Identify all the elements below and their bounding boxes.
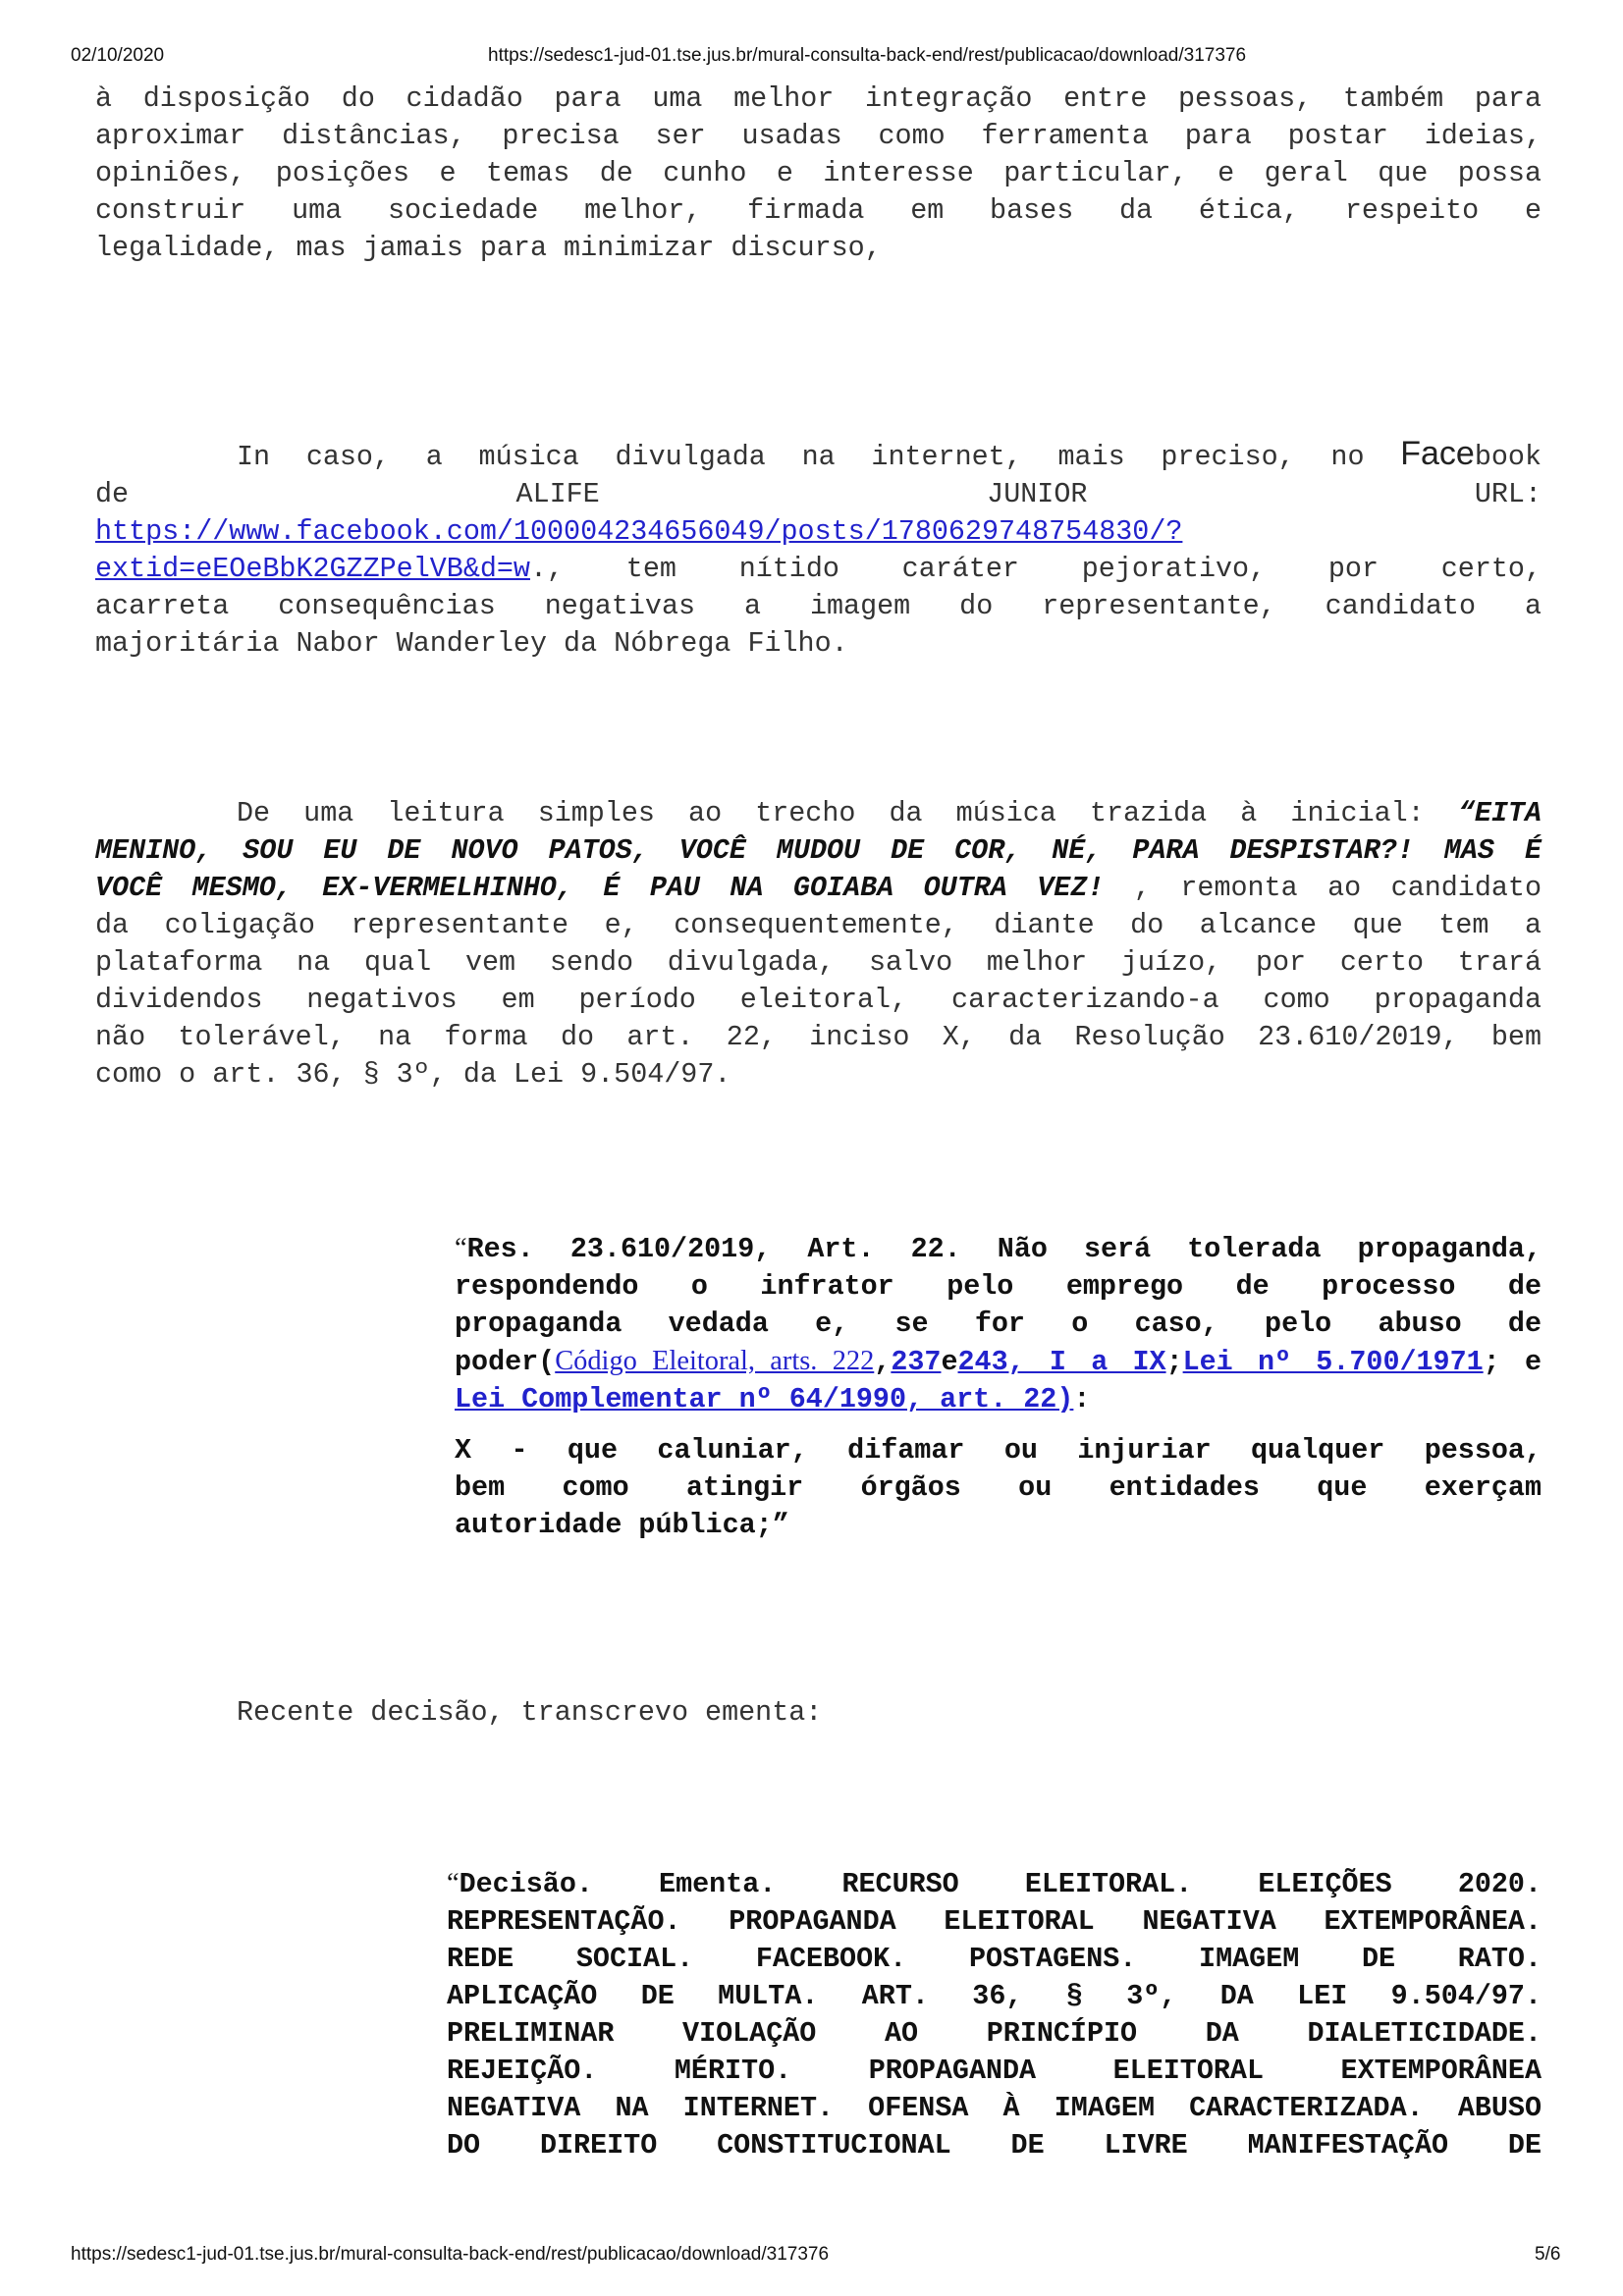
text-line	[95, 1694, 1542, 1732]
text-line	[95, 551, 1542, 588]
text-line: construir uma sociedade melhor, firmada em bases da ética, respeito e	[95, 194, 1542, 227]
page-number: 5/6	[1535, 2244, 1561, 2265]
lei-5700-link[interactable]: Lei nº 5.700/1971	[1182, 1346, 1484, 1378]
facebook-post-link[interactable]: https://www.facebook.com/100004234656049/posts/1780629748754830/?	[95, 515, 1183, 548]
lyric-quote: VOCÊ MESMO, EX-VERMELHINHO, É PAU NA GOIABA OUTRA VEZ!	[95, 872, 1134, 904]
text-line	[95, 795, 1542, 832]
text-line: X - que caluniar, difamar ou injuriar qualquer pessoa,	[455, 1434, 1542, 1467]
text-line: bem como atingir órgãos ou entidades que exerçam	[455, 1471, 1542, 1504]
text-line: REDE SOCIAL. FACEBOOK. POSTAGENS. IMAGEM DE RATO.	[447, 1943, 1542, 1975]
text-line: respondendo o infrator pelo emprego de processo de	[455, 1270, 1542, 1303]
quote-mark: “	[447, 1868, 460, 1898]
paragraph-4	[95, 1694, 1542, 1732]
text-line	[95, 513, 1542, 551]
facebook-post-link-cont[interactable]: extid=eEOeBbK2GZZPelVB&d=w	[95, 553, 530, 585]
text-line: acarreta consequências negativas a imagem do representante, candidato a	[95, 590, 1542, 622]
footer-url: https://sedesc1-jud-01.tse.jus.br/mural-consulta-back-end/rest/publicacao/download/317376	[71, 2244, 830, 2265]
paragraph-1	[95, 80, 1542, 267]
text-segment: De uma leitura simples ao trecho da música trazida à inicial:	[237, 797, 1458, 829]
paragraph-2	[95, 435, 1542, 663]
art-243-link[interactable]: 243, I a IX	[957, 1346, 1166, 1378]
text-line	[455, 1343, 1542, 1381]
paragraph-3	[95, 795, 1542, 1094]
quote-mark: “	[455, 1233, 467, 1263]
text-line: não tolerável, na forma do art. 22, inciso X, da Resolução 23.610/2019, bem	[95, 1021, 1542, 1053]
text-line	[95, 435, 1542, 476]
text-segment: ; e	[1483, 1346, 1542, 1378]
text-line: majoritária Nabor Wanderley da Nóbrega Filho.	[95, 627, 848, 660]
text-line: APLICAÇÃO DE MULTA. ART. 36, § 3º, DA LEI 9.504/97.	[447, 1980, 1542, 2012]
header-url: https://sedesc1-jud-01.tse.jus.br/mural-consulta-back-end/rest/publicacao/download/317376	[488, 45, 1247, 66]
art-237-link[interactable]: 237	[891, 1346, 942, 1378]
text-line: plataforma na qual vem sendo divulgada, salvo melhor juízo, por certo trará	[95, 946, 1542, 979]
text-segment: ;	[1165, 1346, 1183, 1378]
text-line	[447, 1865, 1542, 1903]
facebook-word-large: Face	[1400, 435, 1475, 472]
text-line: da coligação representante e, consequentemente, diante do alcance que tem a	[95, 909, 1542, 941]
text-line	[455, 1230, 1542, 1268]
text-line: DO DIREITO CONSTITUCIONAL DE LIVRE MANIFESTAÇÃO DE	[447, 2129, 1542, 2162]
text-segment: :	[1073, 1383, 1091, 1415]
text-line	[455, 1381, 1542, 1418]
text-line: como o art. 36, § 3º, da Lei 9.504/97.	[95, 1058, 731, 1091]
lei-complementar-64-link[interactable]: Lei Complementar nº 64/1990, art. 22)	[455, 1383, 1074, 1415]
text-line: dividendos negativos em período eleitoral, caracterizando-a como propaganda	[95, 984, 1542, 1016]
text-line: legalidade, mas jamais para minimizar discurso,	[95, 232, 882, 264]
text-segment: Recente decisão, transcrevo ementa:	[237, 1696, 823, 1729]
header-date: 02/10/2020	[71, 45, 165, 66]
text-segment: Decisão. Ementa. RECURSO ELEITORAL. ELEIÇÕES 2020.	[459, 1868, 1542, 1900]
text-line: à disposição do cidadão para uma melhor integração entre pessoas, também para	[95, 82, 1542, 115]
text-line: de ALIFE JUNIOR URL:	[95, 478, 1542, 510]
text-line: autoridade pública;”	[455, 1509, 789, 1541]
text-segment: ,	[874, 1346, 892, 1378]
text-line: REPRESENTAÇÃO. PROPAGANDA ELEITORAL NEGATIVA EXTEMPORÂNEA.	[447, 1905, 1542, 1938]
text-segment: , remonta ao candidato	[1133, 872, 1542, 904]
lyric-quote: MENINO, SOU EU DE NOVO PATOS, VOCÊ MUDOU DE COR, NÉ, PARA DESPISTAR?! MAS É	[95, 834, 1542, 867]
text-segment: Res. 23.610/2019, Art. 22. Não será tolerada propaganda,	[466, 1233, 1542, 1265]
text-segment: book	[1474, 441, 1542, 473]
codigo-eleitoral-link[interactable]: Código Eleitoral, arts. 222	[555, 1346, 875, 1376]
text-line: opiniões, posições e temas de cunho e interesse particular, e geral que possa	[95, 157, 1542, 189]
spacer	[455, 1418, 1542, 1432]
text-line: NEGATIVA NA INTERNET. OFENSA À IMAGEM CARACTERIZADA. ABUSO	[447, 2092, 1542, 2124]
text-segment: poder(	[455, 1346, 556, 1378]
text-segment: e	[941, 1346, 958, 1378]
text-line	[95, 870, 1542, 907]
text-line: REJEIÇÃO. MÉRITO. PROPAGANDA ELEITORAL EXTEMPORÂNEA	[447, 2055, 1542, 2087]
text-line: propaganda vedada e, se for o caso, pelo abuso de	[455, 1308, 1542, 1340]
legal-quote-res-23610	[455, 1230, 1542, 1544]
legal-quote-ementa	[447, 1865, 1542, 2164]
text-line: PRELIMINAR VIOLAÇÃO AO PRINCÍPIO DA DIALETICIDADE.	[447, 2017, 1542, 2050]
lyric-quote: “EITA	[1457, 797, 1542, 829]
text-segment: In caso, a música divulgada na internet, mais preciso, no	[237, 441, 1401, 473]
text-line: aproximar distâncias, precisa ser usadas como ferramenta para postar ideias,	[95, 120, 1542, 152]
text-segment: ., tem nítido caráter pejorativo, por certo,	[529, 553, 1542, 585]
